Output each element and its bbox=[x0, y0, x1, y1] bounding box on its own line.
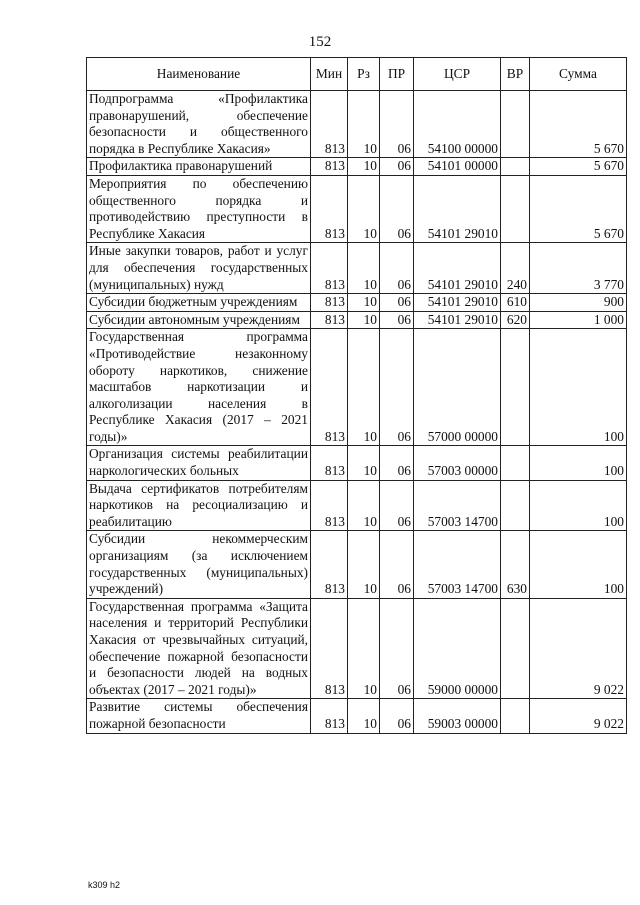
cell-csr: 57003 14700 bbox=[414, 480, 501, 531]
cell-rz: 10 bbox=[348, 294, 380, 312]
cell-csr: 54101 00000 bbox=[414, 158, 501, 176]
cell-sum: 100 bbox=[530, 329, 627, 446]
cell-pr: 06 bbox=[380, 699, 414, 733]
cell-sum: 100 bbox=[530, 446, 627, 480]
cell-pr: 06 bbox=[380, 329, 414, 446]
cell-vr bbox=[501, 175, 530, 242]
cell-vr: 630 bbox=[501, 531, 530, 598]
cell-pr: 06 bbox=[380, 446, 414, 480]
cell-sum: 9 022 bbox=[530, 598, 627, 699]
cell-vr: 620 bbox=[501, 311, 530, 329]
table-row bbox=[87, 158, 627, 176]
budget-table bbox=[86, 57, 627, 734]
cell-sum: 1 000 bbox=[530, 311, 627, 329]
cell-csr: 59000 00000 bbox=[414, 598, 501, 699]
cell-vr: 610 bbox=[501, 294, 530, 312]
table-row bbox=[87, 311, 627, 329]
header-csr: ЦСР bbox=[414, 58, 501, 91]
cell-rz: 10 bbox=[348, 699, 380, 733]
cell-csr: 54100 00000 bbox=[414, 91, 501, 158]
cell-min: 813 bbox=[311, 175, 348, 242]
cell-name: Выдача сертификатов потребителям наркотиков на ресоциализацию и реабилитацию bbox=[87, 480, 311, 531]
cell-pr: 06 bbox=[380, 294, 414, 312]
cell-vr bbox=[501, 598, 530, 699]
cell-min: 813 bbox=[311, 598, 348, 699]
cell-min: 813 bbox=[311, 158, 348, 176]
table-row bbox=[87, 294, 627, 312]
cell-rz: 10 bbox=[348, 243, 380, 294]
cell-name: Профилактика правонарушений bbox=[87, 158, 311, 176]
cell-sum: 5 670 bbox=[530, 175, 627, 242]
cell-min: 813 bbox=[311, 446, 348, 480]
header-vr: ВР bbox=[501, 58, 530, 91]
cell-name: Субсидии бюджетным учреждениям bbox=[87, 294, 311, 312]
page-number: 152 bbox=[308, 34, 332, 50]
cell-sum: 5 670 bbox=[530, 158, 627, 176]
cell-min: 813 bbox=[311, 243, 348, 294]
cell-vr bbox=[501, 158, 530, 176]
table-row bbox=[87, 480, 627, 531]
cell-rz: 10 bbox=[348, 598, 380, 699]
cell-pr: 06 bbox=[380, 158, 414, 176]
header-rz: Рз bbox=[348, 58, 380, 91]
header-name: Наименование bbox=[87, 58, 311, 91]
cell-pr: 06 bbox=[380, 175, 414, 242]
cell-pr: 06 bbox=[380, 531, 414, 598]
cell-vr bbox=[501, 329, 530, 446]
cell-name: Субсидии автономным учреждениям bbox=[87, 311, 311, 329]
cell-rz: 10 bbox=[348, 158, 380, 176]
cell-rz: 10 bbox=[348, 311, 380, 329]
cell-name: Государственная программа «Защита населения и территорий Республики Хакасия от чрезвычайных ситуаций, обеспечение пожарной безопасности и безопасности людей на водных объектах (2017 – 2021 годы)» bbox=[87, 598, 311, 699]
cell-pr: 06 bbox=[380, 91, 414, 158]
cell-name: Субсидии некоммерческим организациям (за исключением государственных (муниципальных) учреждений) bbox=[87, 531, 311, 598]
cell-name: Организация системы реабилитации наркологических больных bbox=[87, 446, 311, 480]
cell-sum: 100 bbox=[530, 531, 627, 598]
table-row bbox=[87, 243, 627, 294]
cell-rz: 10 bbox=[348, 446, 380, 480]
table-row bbox=[87, 699, 627, 733]
cell-sum: 9 022 bbox=[530, 699, 627, 733]
cell-vr bbox=[501, 699, 530, 733]
cell-vr bbox=[501, 480, 530, 531]
cell-rz: 10 bbox=[348, 480, 380, 531]
cell-csr: 57003 00000 bbox=[414, 446, 501, 480]
cell-min: 813 bbox=[311, 480, 348, 531]
cell-pr: 06 bbox=[380, 311, 414, 329]
cell-csr: 57000 00000 bbox=[414, 329, 501, 446]
cell-min: 813 bbox=[311, 329, 348, 446]
header-row bbox=[87, 58, 627, 91]
cell-csr: 54101 29010 bbox=[414, 294, 501, 312]
cell-csr: 57003 14700 bbox=[414, 531, 501, 598]
header-min: Мин bbox=[311, 58, 348, 91]
cell-rz: 10 bbox=[348, 91, 380, 158]
cell-csr: 54101 29010 bbox=[414, 175, 501, 242]
table-row bbox=[87, 329, 627, 446]
cell-min: 813 bbox=[311, 531, 348, 598]
cell-pr: 06 bbox=[380, 480, 414, 531]
cell-name: Мероприятия по обеспечению общественного порядка и противодействию преступности в Республике Хакасия bbox=[87, 175, 311, 242]
table-row bbox=[87, 446, 627, 480]
cell-name: Развитие системы обеспечения пожарной безопасности bbox=[87, 699, 311, 733]
table-row bbox=[87, 91, 627, 158]
cell-rz: 10 bbox=[348, 531, 380, 598]
table-row bbox=[87, 531, 627, 598]
cell-name: Государственная программа «Противодействие незаконному обороту наркотиков, снижение масштабов наркотизации и алкоголизации населения в Республике Хакасия (2017 – 2021 годы)» bbox=[87, 329, 311, 446]
cell-csr: 54101 29010 bbox=[414, 243, 501, 294]
cell-min: 813 bbox=[311, 294, 348, 312]
cell-min: 813 bbox=[311, 311, 348, 329]
cell-csr: 59003 00000 bbox=[414, 699, 501, 733]
cell-name: Иные закупки товаров, работ и услуг для обеспечения государственных (муниципальных) нужд bbox=[87, 243, 311, 294]
cell-sum: 100 bbox=[530, 480, 627, 531]
cell-min: 813 bbox=[311, 91, 348, 158]
cell-pr: 06 bbox=[380, 243, 414, 294]
cell-vr bbox=[501, 91, 530, 158]
cell-rz: 10 bbox=[348, 175, 380, 242]
table-row bbox=[87, 598, 627, 699]
cell-sum: 5 670 bbox=[530, 91, 627, 158]
table-row bbox=[87, 175, 627, 242]
footer-code: k309 h2 bbox=[88, 880, 121, 890]
cell-sum: 900 bbox=[530, 294, 627, 312]
header-sum: Сумма bbox=[530, 58, 627, 91]
header-pr: ПР bbox=[380, 58, 414, 91]
cell-min: 813 bbox=[311, 699, 348, 733]
cell-pr: 06 bbox=[380, 598, 414, 699]
cell-rz: 10 bbox=[348, 329, 380, 446]
cell-sum: 3 770 bbox=[530, 243, 627, 294]
cell-vr: 240 bbox=[501, 243, 530, 294]
cell-csr: 54101 29010 bbox=[414, 311, 501, 329]
cell-name: Подпрограмма «Профилактика правонарушений, обеспечение безопасности и общественного порядка в Республике Хакасия» bbox=[87, 91, 311, 158]
cell-vr bbox=[501, 446, 530, 480]
